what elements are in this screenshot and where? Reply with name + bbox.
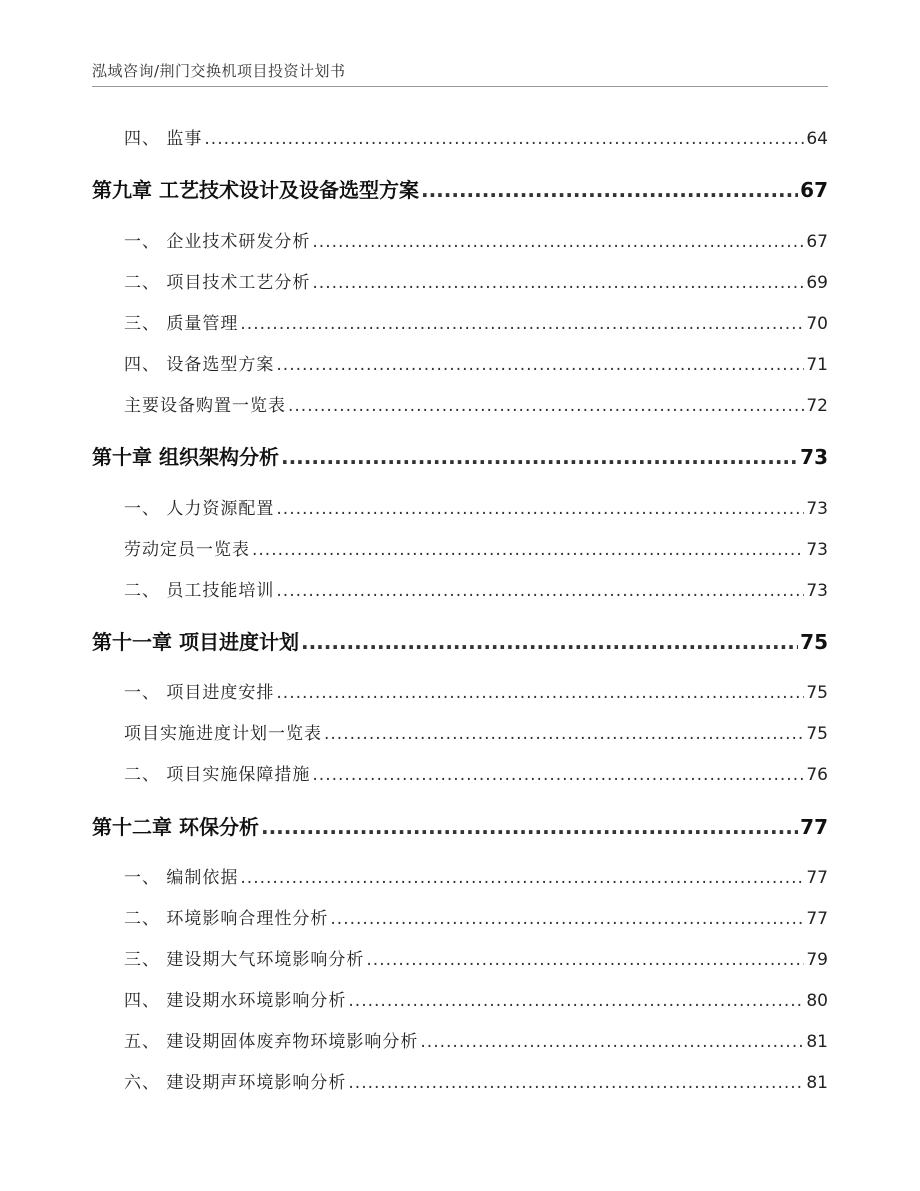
toc-entry-page: 64 (806, 129, 828, 149)
toc-leader-dots (261, 815, 798, 839)
toc-entry-page: 72 (806, 396, 828, 416)
toc-entry-label: 项目实施进度计划一览表 (124, 724, 322, 744)
toc-entry-label: 一、 编制依据 (124, 868, 239, 888)
toc-entry-page: 81 (806, 1032, 828, 1052)
toc-entry-label: 六、 建设期声环境影响分析 (124, 1073, 347, 1093)
toc-entry-page: 75 (806, 683, 828, 703)
toc-entry-label: 二、 环境影响合理性分析 (124, 909, 329, 929)
toc-entry[interactable] (92, 719, 828, 744)
toc-entry-page: 75 (806, 724, 828, 744)
toc-entry[interactable] (92, 494, 828, 519)
toc-chapter-entry[interactable] (92, 174, 828, 203)
toc-entry-label: 四、 设备选型方案 (124, 355, 275, 375)
toc-leader-dots (420, 1032, 804, 1052)
toc-chapter-page: 75 (800, 630, 828, 654)
toc-entry-page: 77 (806, 909, 828, 929)
toc-entry[interactable] (92, 1068, 828, 1093)
toc-chapter-entry[interactable] (92, 441, 828, 470)
toc-entry[interactable] (92, 227, 828, 252)
toc-entry-label: 一、 项目进度安排 (124, 683, 275, 703)
toc-chapter-page: 73 (800, 445, 828, 469)
toc-entry[interactable] (92, 268, 828, 293)
toc-entry-page: 81 (806, 1073, 828, 1093)
toc-leader-dots (252, 540, 804, 560)
page-header: 泓域咨询/荆门交换机项目投资计划书 (92, 62, 346, 80)
toc-leader-dots (204, 129, 804, 149)
toc-chapter-label: 第九章 工艺技术设计及设备选型方案 (92, 178, 419, 202)
toc-leader-dots (324, 724, 804, 744)
toc-entry-page: 73 (806, 540, 828, 560)
toc-chapter-page: 77 (800, 815, 828, 839)
toc-entry-page: 67 (806, 232, 828, 252)
toc-entry-label: 二、 项目实施保障措施 (124, 765, 311, 785)
toc-leader-dots (330, 909, 804, 929)
toc-leader-dots (276, 683, 804, 703)
toc-entry[interactable] (92, 863, 828, 888)
toc-entry-page: 80 (806, 991, 828, 1011)
toc-leader-dots (366, 950, 804, 970)
toc-entry-page: 79 (806, 950, 828, 970)
toc-entry[interactable] (92, 760, 828, 785)
toc-entry[interactable] (92, 678, 828, 703)
toc-leader-dots (301, 630, 798, 654)
toc-entry-page: 73 (806, 499, 828, 519)
toc-entry-label: 四、 建设期水环境影响分析 (124, 991, 347, 1011)
toc-leader-dots (276, 581, 804, 601)
toc-chapter-label: 第十章 组织架构分析 (92, 445, 279, 469)
toc-chapter-entry[interactable] (92, 811, 828, 840)
toc-leader-dots (312, 273, 804, 293)
toc-entry-page: 71 (806, 355, 828, 375)
toc-leader-dots (348, 991, 804, 1011)
toc-entry-page: 70 (806, 314, 828, 334)
toc-chapter-label: 第十一章 项目进度计划 (92, 630, 299, 654)
toc-entry-page: 77 (806, 868, 828, 888)
toc-leader-dots (281, 445, 798, 469)
toc-entry-label: 主要设备购置一览表 (124, 396, 286, 416)
toc-chapter-label: 第十二章 环保分析 (92, 815, 259, 839)
toc-entry-label: 二、 员工技能培训 (124, 581, 275, 601)
toc-entry[interactable] (92, 986, 828, 1011)
toc-entry-label: 三、 建设期大气环境影响分析 (124, 950, 365, 970)
toc-leader-dots (276, 499, 804, 519)
toc-entry-page: 73 (806, 581, 828, 601)
toc-chapter-page: 67 (800, 178, 828, 202)
toc-entry[interactable] (92, 576, 828, 601)
toc-leader-dots (348, 1073, 804, 1093)
toc-leader-dots (276, 355, 804, 375)
toc-entry-label: 一、 人力资源配置 (124, 499, 275, 519)
toc-leader-dots (240, 868, 804, 888)
toc-entry-label: 二、 项目技术工艺分析 (124, 273, 311, 293)
toc-leader-dots (288, 396, 804, 416)
toc-entry-label: 四、 监事 (124, 129, 203, 149)
toc-leader-dots (312, 232, 804, 252)
toc-leader-dots (312, 765, 804, 785)
toc-entry[interactable] (92, 309, 828, 334)
toc-entry[interactable] (92, 945, 828, 970)
toc-entry[interactable] (92, 124, 828, 149)
toc-entry[interactable] (92, 904, 828, 929)
toc-entry[interactable] (92, 535, 828, 560)
toc-entry-label: 三、 质量管理 (124, 314, 239, 334)
toc-entry[interactable] (92, 350, 828, 375)
toc-entry[interactable] (92, 391, 828, 416)
toc-entry-label: 一、 企业技术研发分析 (124, 232, 311, 252)
toc-entry-label: 劳动定员一览表 (124, 540, 250, 560)
toc-chapter-entry[interactable] (92, 626, 828, 655)
toc-entry-page: 76 (806, 765, 828, 785)
toc-leader-dots (421, 178, 798, 202)
toc-entry-page: 69 (806, 273, 828, 293)
toc-leader-dots (240, 314, 804, 334)
toc-entry-label: 五、 建设期固体废弃物环境影响分析 (124, 1032, 419, 1052)
toc-entry[interactable] (92, 1027, 828, 1052)
